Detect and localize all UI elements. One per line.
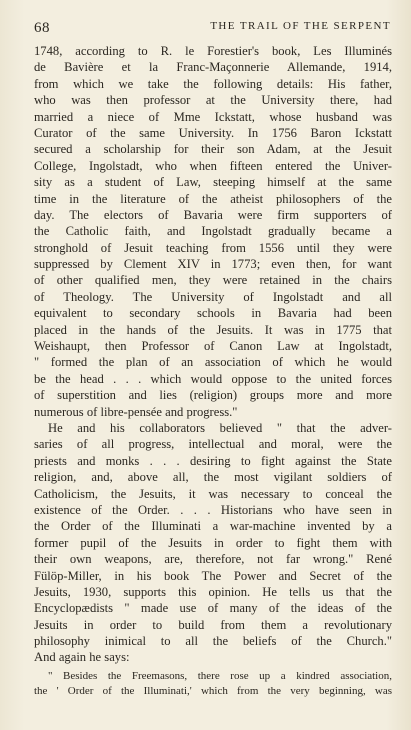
text-line: Jesuits, 1930, supports this opinion. He tells us that the — [34, 584, 392, 599]
text-line: Catholicism, the Jesuits, it was necessary to conceal the — [34, 486, 392, 501]
text-line: suppressed by Clement XIV in 1773; even then, for want — [34, 257, 392, 272]
text-line: former pupil of the Jesuits in order to fight them with — [34, 535, 392, 550]
text-line: 1748, according to R. le Forestier's book, Les Illuminés — [34, 44, 392, 58]
page-header — [34, 14, 391, 34]
text-line: religion, and, above all, the most vigilant soldiers of — [34, 470, 392, 485]
text-line: Jesuits in order to build from them a revolutionary — [34, 617, 392, 632]
page-number: 68 — [34, 20, 50, 36]
text-line: " formed the plan of an association of which he would — [34, 355, 392, 370]
text-line: who was then professor at the University there, had — [34, 93, 392, 108]
paragraph-1 — [34, 43, 392, 420]
text-line: And again he says: — [34, 650, 130, 665]
text-line: philosophy inimical to all the beliefs of the Church." — [34, 634, 392, 649]
text-line: their own weapons, are, therefore, not far wrong." René — [34, 552, 392, 567]
text-line: saries of all progress, intellectual and moral, were the — [34, 437, 392, 452]
text-line: College, Ingolstadt, who when fifteen entered the Univer- — [34, 158, 392, 173]
text-line: secured a scholarship for their son Adam, at the Jesuit — [34, 142, 392, 157]
text-line: Weishaupt, then Professor of Canon Law at Ingolstadt, — [34, 339, 392, 354]
text-line: de Bavière et la Franc-Maçonnerie Allemande, 1914, — [34, 60, 392, 75]
text-line: married a niece of Mme Ickstatt, whose husband was — [34, 109, 392, 124]
text-line: time in the literature of the atheist philosophers of the — [34, 191, 392, 206]
text-line: equivalent to secondary schools in Bavaria had been — [34, 306, 392, 321]
text-line: priests and monks . . . desiring to fight against the State — [34, 453, 392, 468]
text-line: Curator of the same University. In 1756 Baron Ickstatt — [34, 125, 392, 140]
text-line: day. The electors of Bavaria were firm supporters of — [34, 207, 392, 222]
text-line: Encyclopædists " made use of many of the ideas of the — [34, 601, 392, 616]
text-line: stronghold of Jesuit teaching from 1556 until they were — [34, 240, 392, 255]
text-line: sity as a student of Law, steeping himself at the same — [34, 175, 392, 190]
text-line: He and his collaborators believed " that the adver- — [48, 420, 392, 435]
text-line: Fülöp-Miller, in his book The Power and Secret of the — [34, 568, 392, 583]
paragraph-2 — [34, 420, 392, 666]
text-line: numerous of libre-pensée and progress." — [34, 404, 238, 419]
running-head: THE TRAIL OF THE SERPENT — [210, 20, 391, 32]
text-line: existence of the Order. . . . Historians who have seen in — [34, 502, 392, 517]
text-line: of Theology. The University of Ingolstadt and all — [34, 289, 392, 304]
text-line: be the head . . . which would oppose to the united forces — [34, 371, 392, 386]
text-line: placed in the hands of the Jesuits. It was in 1775 that — [34, 322, 392, 337]
quote-line: the ' Order of the Illuminati,' which from the very beginning, was — [34, 684, 392, 697]
text-line: the Catholic faith, and Ingolstadt gradually became a — [34, 224, 392, 239]
text-line: from which we take the following details: His father, — [34, 76, 392, 91]
text-line: of other qualified men, they were retained in the chairs — [34, 273, 392, 288]
page-body — [34, 43, 392, 699]
text-line: of superstition and lies (religion) groups more and more — [34, 388, 392, 403]
text-line: the Order of the Illuminati a war-machine invented by a — [34, 519, 392, 534]
block-quote — [34, 669, 392, 699]
quote-line: " Besides the Freemasons, there rose up a kindred association, — [48, 669, 392, 682]
